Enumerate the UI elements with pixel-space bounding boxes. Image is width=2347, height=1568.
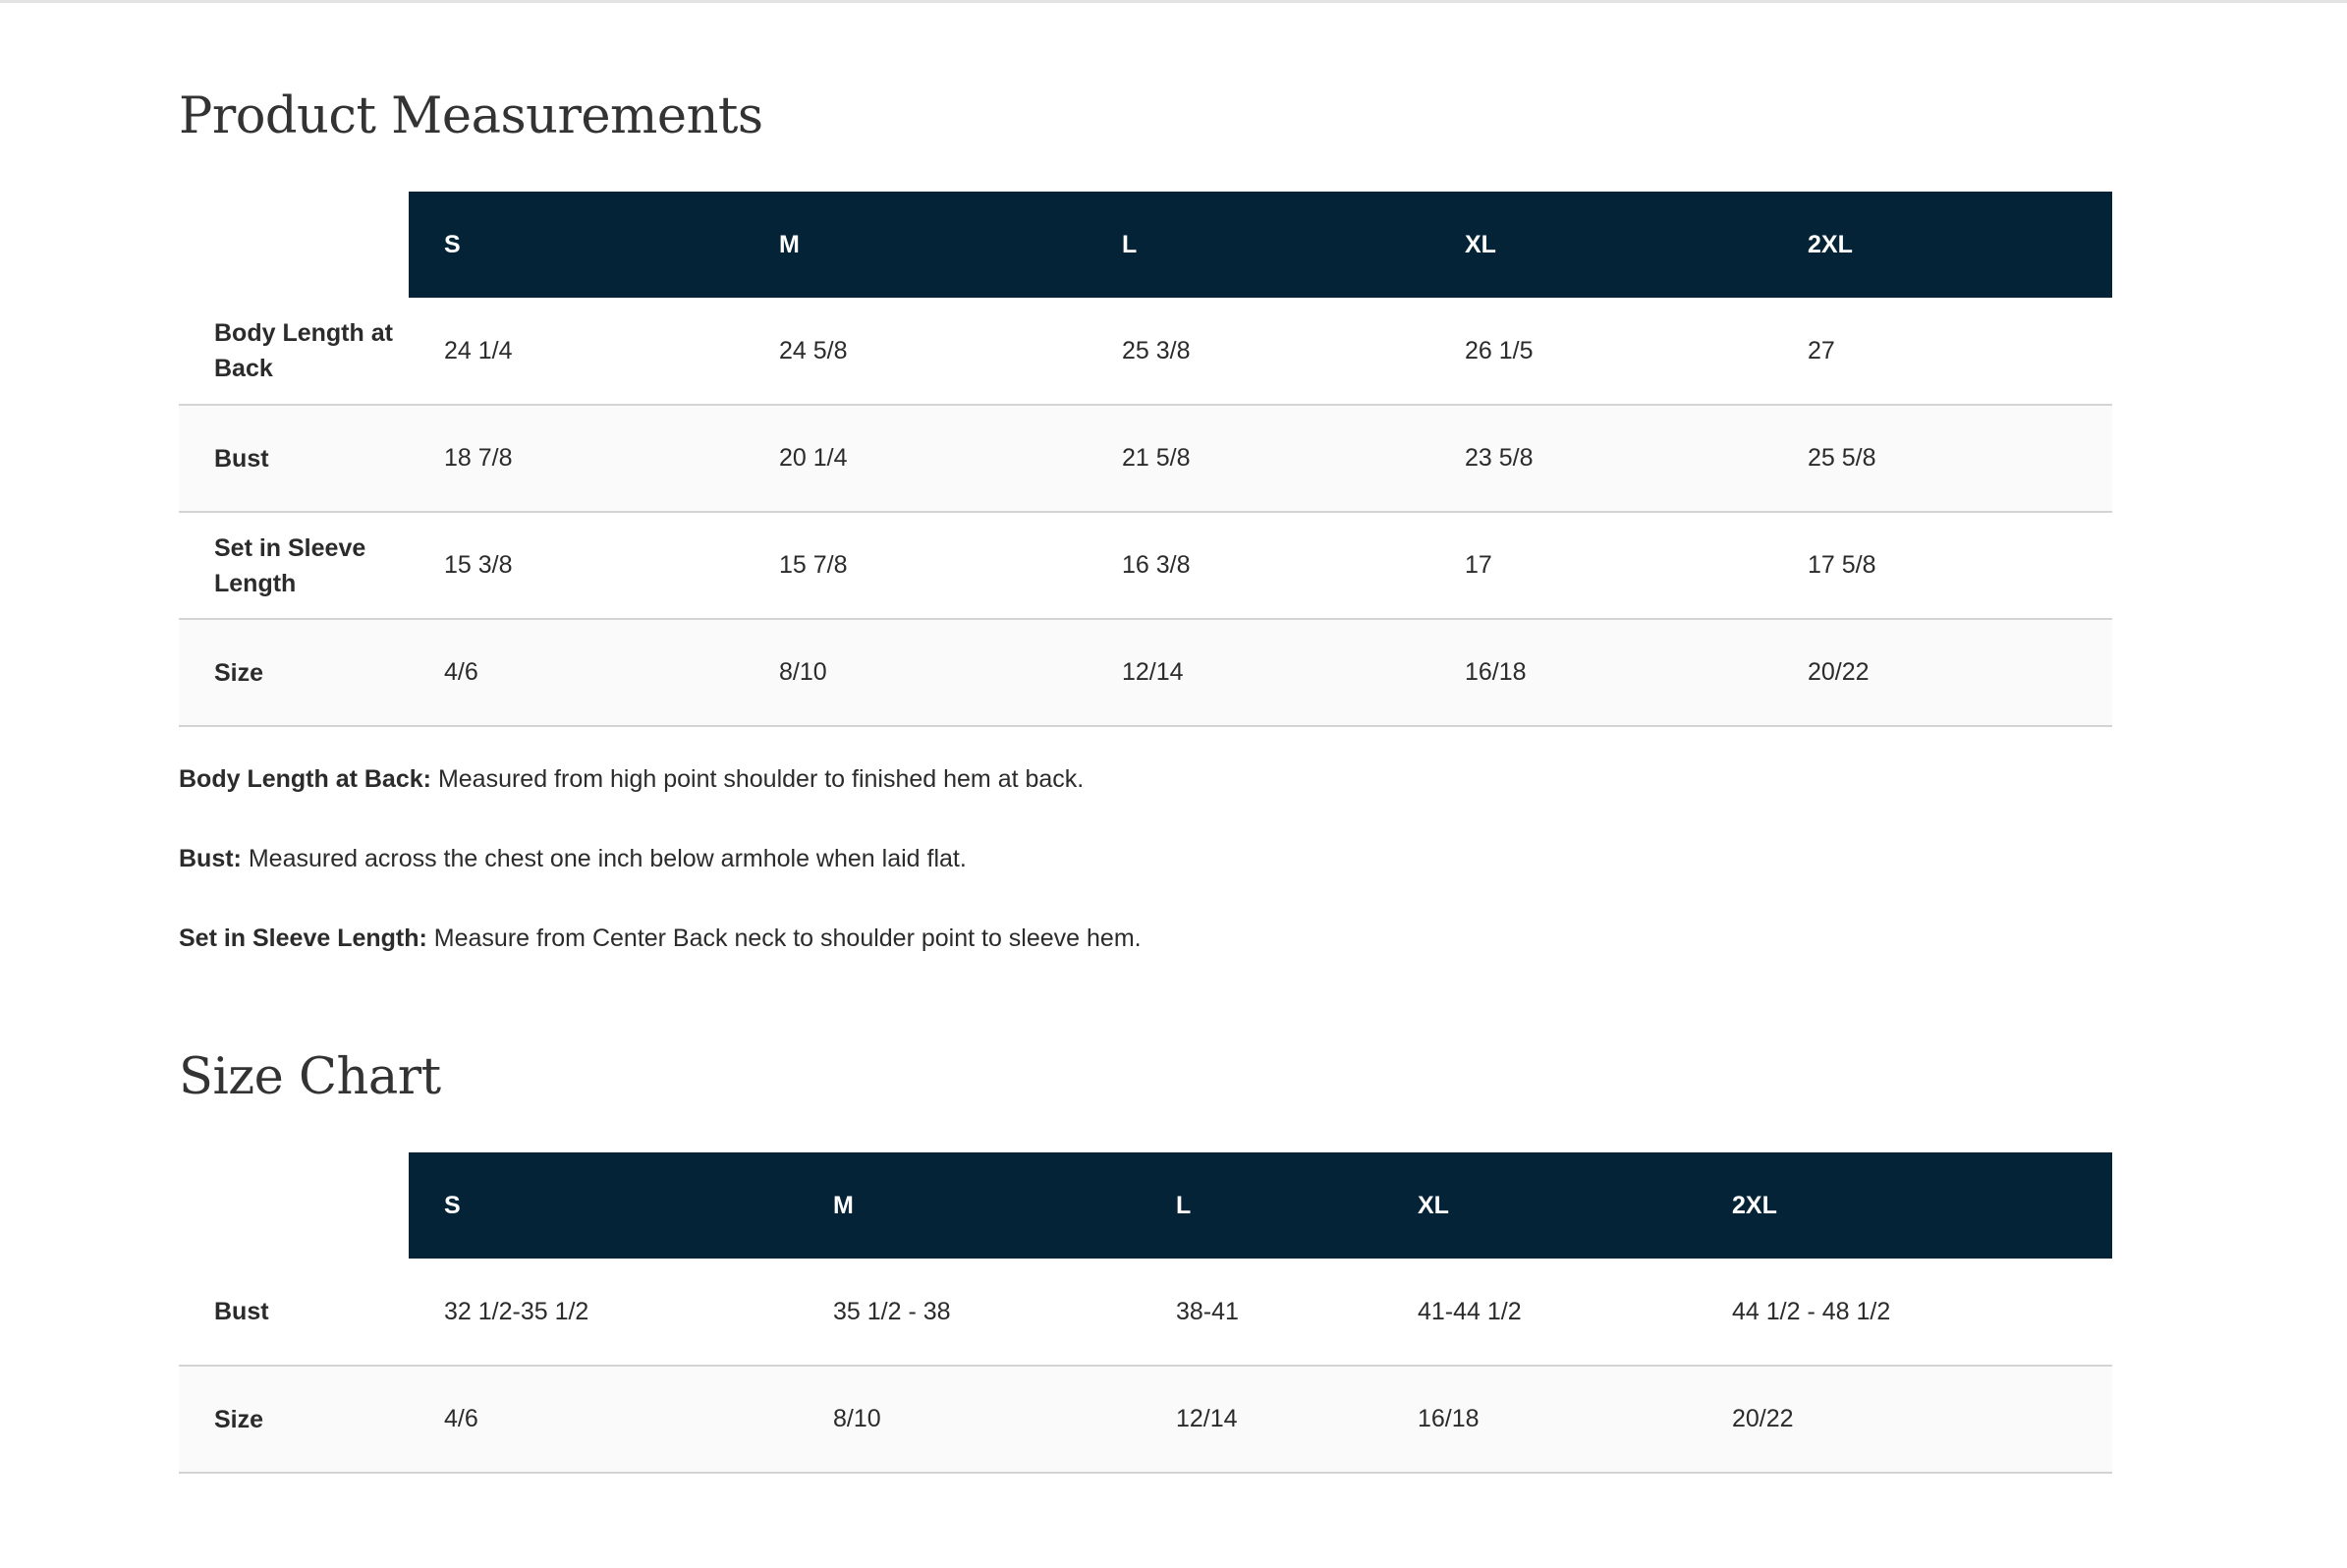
table-cell: 23 5/8: [1465, 444, 1534, 472]
table-cell: 35 1/2 - 38: [833, 1297, 951, 1325]
size-header-s: S: [409, 192, 744, 298]
table-cell: 24 5/8: [779, 336, 848, 364]
table-corner-cell: [179, 192, 409, 298]
table-cell: 12/14: [1176, 1405, 1238, 1432]
table-cell: 18 7/8: [444, 444, 513, 472]
table-header-row: [179, 1152, 2112, 1259]
table-cell: 24 1/4: [444, 336, 513, 364]
table-row: [179, 1259, 2112, 1366]
size-header-l: L: [1087, 192, 1429, 298]
row-label-body-length: Body Length at Back: [214, 319, 393, 382]
table-row: [179, 619, 2112, 726]
row-label-size: Size: [214, 658, 264, 687]
product-measurements-table: [179, 192, 2112, 727]
size-chart-table: [179, 1152, 2112, 1474]
table-row: [179, 405, 2112, 512]
table-cell: 20/22: [1808, 658, 1870, 686]
note-body-length: [179, 762, 2112, 796]
note-label: Body Length at Back:: [179, 765, 431, 793]
table-row: [179, 298, 2112, 405]
table-corner-cell: [179, 1152, 409, 1259]
table-cell: 17: [1465, 551, 1492, 579]
section-title-size-chart: Size Chart: [179, 1048, 441, 1106]
table-cell: 17 5/8: [1808, 551, 1876, 579]
note-text: Measured across the chest one inch below armhole when laid flat.: [248, 845, 967, 872]
size-header-l: L: [1141, 1152, 1382, 1259]
table-cell: 15 7/8: [779, 551, 848, 579]
table-header-row: [179, 192, 2112, 298]
note-text: Measure from Center Back neck to shoulder point to sleeve hem.: [433, 924, 1142, 952]
note-label: Set in Sleeve Length:: [179, 924, 427, 952]
table-row: [179, 512, 2112, 619]
size-header-2xl: 2XL: [1772, 192, 2112, 298]
table-cell: 38-41: [1176, 1297, 1239, 1325]
size-header-2xl: 2XL: [1697, 1152, 2112, 1259]
note-bust: [179, 842, 2112, 875]
table-cell: 20/22: [1732, 1405, 1794, 1432]
table-cell: 8/10: [779, 658, 827, 686]
table-cell: 15 3/8: [444, 551, 513, 579]
table-cell: 25 5/8: [1808, 444, 1876, 472]
table-cell: 32 1/2-35 1/2: [444, 1297, 589, 1325]
measurement-notes: [179, 762, 2112, 1001]
size-header-xl: XL: [1382, 1152, 1697, 1259]
table-cell: 27: [1808, 336, 1835, 364]
table-cell: 25 3/8: [1122, 336, 1191, 364]
table-cell: 44 1/2 - 48 1/2: [1732, 1297, 1891, 1325]
table-cell: 16 3/8: [1122, 551, 1191, 579]
section-title-product-measurements: Product Measurements: [179, 87, 763, 145]
table-cell: 16/18: [1418, 1405, 1480, 1432]
row-label-bust: Bust: [214, 444, 269, 473]
row-label-size: Size: [214, 1405, 264, 1433]
table-cell: 41-44 1/2: [1418, 1297, 1522, 1325]
note-label: Bust:: [179, 845, 242, 872]
size-header-m: M: [798, 1152, 1141, 1259]
row-label-sleeve-length: Set in Sleeve Length: [214, 533, 366, 597]
table-row: [179, 1366, 2112, 1473]
row-label-bust: Bust: [214, 1298, 269, 1325]
table-cell: 26 1/5: [1465, 336, 1534, 364]
table-cell: 16/18: [1465, 658, 1527, 686]
table-cell: 20 1/4: [779, 444, 848, 472]
top-divider: [0, 0, 2347, 3]
size-header-s: S: [409, 1152, 798, 1259]
table-cell: 8/10: [833, 1405, 881, 1432]
size-header-m: M: [744, 192, 1087, 298]
note-sleeve-length: [179, 922, 2112, 955]
table-cell: 4/6: [444, 658, 478, 686]
table-cell: 4/6: [444, 1405, 478, 1432]
table-cell: 12/14: [1122, 658, 1184, 686]
table-cell: 21 5/8: [1122, 444, 1191, 472]
size-header-xl: XL: [1429, 192, 1772, 298]
note-text: Measured from high point shoulder to finished hem at back.: [437, 765, 1085, 793]
